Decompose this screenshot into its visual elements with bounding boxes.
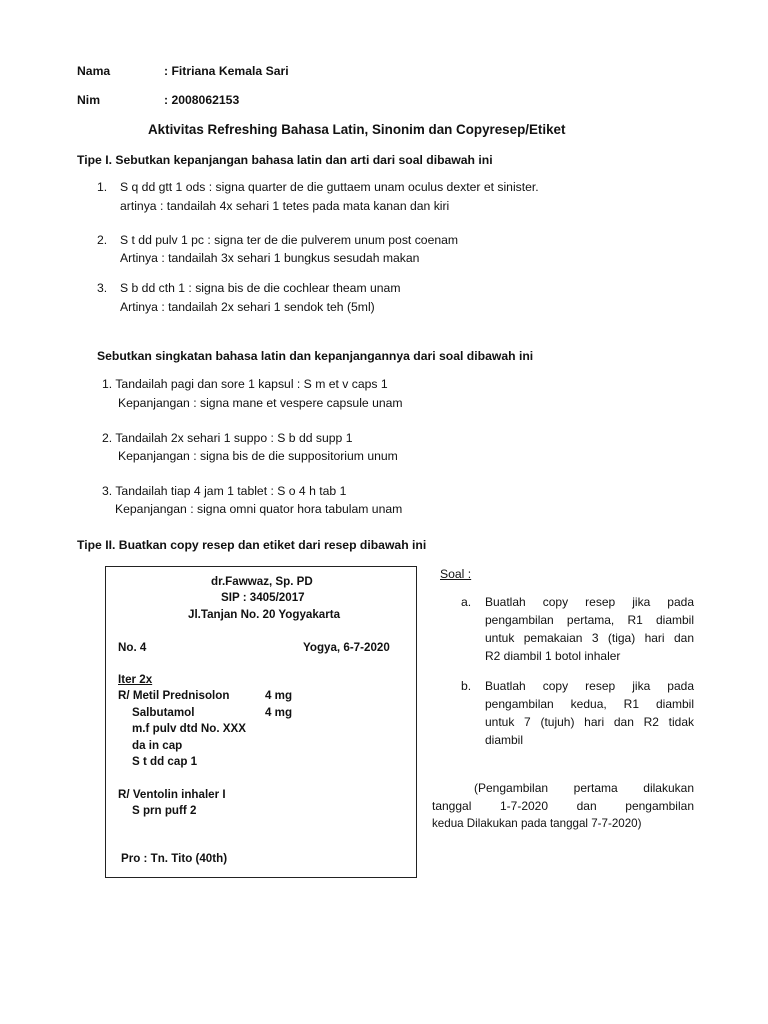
soal-b-line4: diambil bbox=[485, 733, 524, 747]
s1-item3-meaning: Artinya : tandailah 2x sehari 1 sendok teh (5ml) bbox=[120, 300, 375, 314]
rx-r2-signa: S prn puff 2 bbox=[132, 804, 197, 817]
section3-heading: Tipe II. Buatkan copy resep dan etiket dari resep dibawah ini bbox=[77, 538, 427, 552]
soal-note-line1: (Pengambilan pertama dilakukan bbox=[474, 781, 694, 795]
prescription-box bbox=[105, 566, 417, 878]
soal-a-marker: a. bbox=[461, 595, 472, 609]
rx-r1-da: da in cap bbox=[132, 739, 183, 752]
rx-r1-drug1: R/ Metil Prednisolon bbox=[118, 689, 230, 702]
nim-value: : 2008062153 bbox=[164, 93, 240, 107]
soal-a-line3: untuk pemakaian 3 (tiga) hari dan bbox=[485, 631, 694, 645]
soal-label: Soal : bbox=[440, 567, 472, 581]
section1-heading: Tipe I. Sebutkan kepanjangan bahasa latin dan arti dari soal dibawah ini bbox=[77, 153, 493, 167]
rx-address: Jl.Tanjan No. 20 Yogyakarta bbox=[188, 608, 341, 621]
s2-item3-answer: Kepanjangan : signa omni quator hora tabulam unam bbox=[115, 502, 403, 516]
rx-iter: Iter 2x bbox=[118, 673, 153, 686]
s1-item2-number: 2. bbox=[97, 233, 108, 247]
soal-a-line1: Buatlah copy resep jika pada bbox=[485, 595, 694, 609]
s1-item2-meaning: Artinya : tandailah 3x sehari 1 bungkus sesudah makan bbox=[120, 251, 420, 265]
s2-item3-question: 3. Tandailah tiap 4 jam 1 tablet : S o 4 h tab 1 bbox=[102, 484, 347, 498]
rx-r1-dose1: 4 mg bbox=[265, 689, 293, 702]
rx-patient: Pro : Tn. Tito (40th) bbox=[121, 852, 228, 865]
rx-r1-drug2: Salbutamol bbox=[132, 706, 195, 719]
soal-b-line3: untuk 7 (tujuh) hari dan R2 tidak bbox=[485, 715, 694, 729]
rx-number: No. 4 bbox=[118, 641, 147, 654]
rx-r2-drug: R/ Ventolin inhaler I bbox=[118, 788, 226, 801]
s2-item1-question: 1. Tandailah pagi dan sore 1 kapsul : S m et v caps 1 bbox=[102, 377, 388, 391]
rx-doctor: dr.Fawwaz, Sp. PD bbox=[211, 575, 313, 588]
s1-item3-latin: S b dd cth 1 : signa bis de die cochlear theam unam bbox=[120, 281, 401, 295]
s1-item2-latin: S t dd pulv 1 pc : signa ter de die pulverem unum post coenam bbox=[120, 233, 459, 247]
soal-a-line2: pengambilan pertama, R1 diambil bbox=[485, 613, 694, 627]
soal-a-line4: R2 diambil 1 botol inhaler bbox=[485, 649, 621, 663]
soal-b-line2: pengambilan kedua, R1 diambil bbox=[485, 697, 694, 711]
rx-r1-formula: m.f pulv dtd No. XXX bbox=[132, 722, 247, 735]
s1-item3-number: 3. bbox=[97, 281, 108, 295]
page-title: Aktivitas Refreshing Bahasa Latin, Sinonim dan Copyresep/Etiket bbox=[148, 122, 566, 137]
soal-b-marker: b. bbox=[461, 679, 472, 693]
rx-place-date: Yogya, 6-7-2020 bbox=[303, 641, 390, 654]
s1-item1-number: 1. bbox=[97, 180, 108, 194]
s2-item1-answer: Kepanjangan : signa mane et vespere capsule unam bbox=[118, 396, 403, 410]
s1-item1-meaning: artinya : tandailah 4x sehari 1 tetes pada mata kanan dan kiri bbox=[120, 199, 450, 213]
rx-sip: SIP : 3405/2017 bbox=[221, 591, 305, 604]
s2-item2-question: 2. Tandailah 2x sehari 1 suppo : S b dd supp 1 bbox=[102, 431, 353, 445]
section2-heading: Sebutkan singkatan bahasa latin dan kepanjangannya dari soal dibawah ini bbox=[97, 349, 534, 363]
rx-r1-signa: S t dd cap 1 bbox=[132, 755, 198, 768]
rx-r1-dose2: 4 mg bbox=[265, 706, 293, 719]
name-label: Nama bbox=[77, 64, 111, 78]
s1-item1-latin: S q dd gtt 1 ods : signa quarter de die guttaem unam oculus dexter et sinister. bbox=[120, 180, 539, 194]
soal-note-line3: kedua Dilakukan pada tanggal 7-7-2020) bbox=[432, 817, 642, 830]
s2-item2-answer: Kepanjangan : signa bis de die suppositorium unum bbox=[118, 449, 398, 463]
nim-label: Nim bbox=[77, 93, 101, 107]
soal-b-line1: Buatlah copy resep jika pada bbox=[485, 679, 694, 693]
name-value: : Fitriana Kemala Sari bbox=[164, 64, 289, 78]
soal-note-line2: tanggal 1-7-2020 dan pengambilan bbox=[432, 799, 694, 813]
